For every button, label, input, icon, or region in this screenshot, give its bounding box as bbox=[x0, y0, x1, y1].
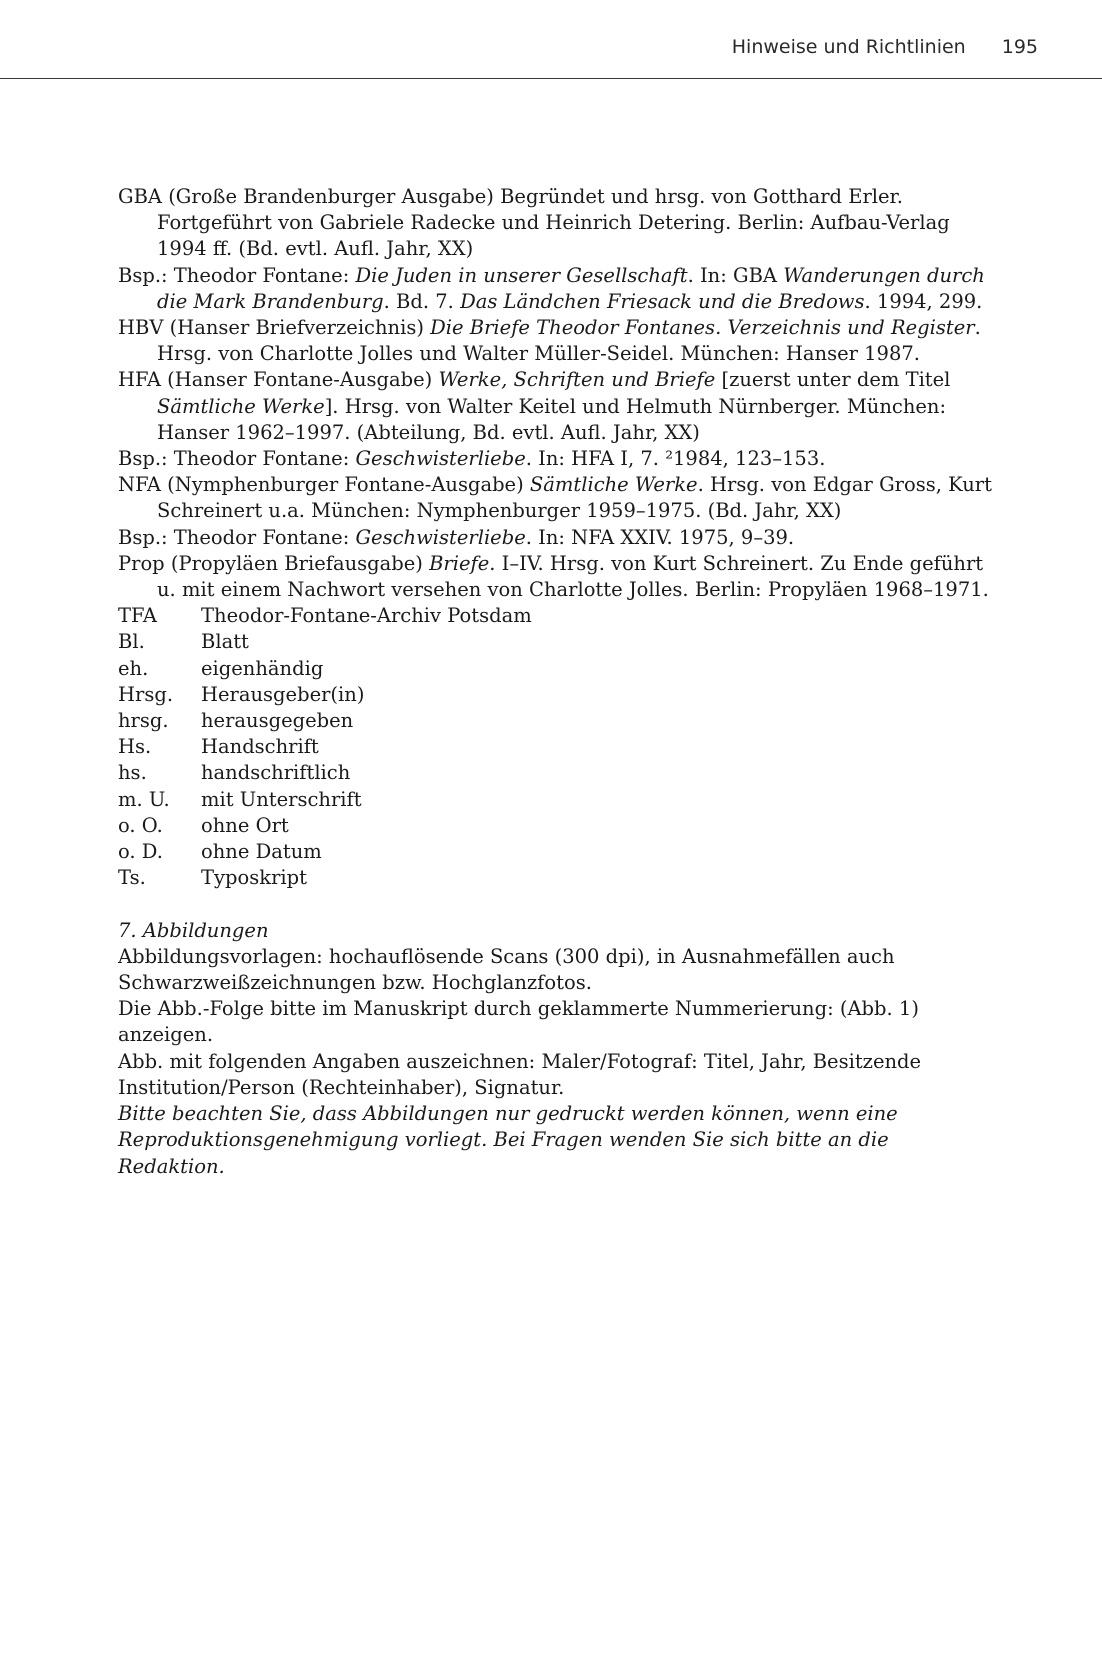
entry-text: HBV (Hanser Briefverzeichnis) bbox=[118, 316, 431, 340]
entry-title: Werke, Schriften und Briefe bbox=[438, 368, 716, 392]
abbreviation-meaning: herausgegeben bbox=[201, 709, 354, 733]
abbreviation: Ts. bbox=[118, 866, 146, 890]
example-title: Das Ländchen Friesack und die Bredows bbox=[460, 289, 865, 313]
example-text: Bsp.: Theodor Fontane: bbox=[118, 525, 356, 549]
example-title: Geschwisterliebe bbox=[355, 525, 526, 549]
abbreviation: hs. bbox=[118, 761, 147, 785]
abbreviation-list bbox=[118, 603, 998, 891]
abbreviation-row bbox=[118, 865, 998, 891]
entry-text: . I–IV. Hrsg. von Kurt Schreinert. Zu Ende geführt u. mit einem Nachwort versehen von Charlotte Jolles. Berlin: Propyläen 1968–1971. bbox=[157, 551, 989, 602]
bibliography-entry-hbv bbox=[118, 315, 998, 367]
section-paragraph: Die Abb.-Folge bitte im Manuskript durch geklammerte Nummerierung: (Abb. 1) anzeigen. bbox=[118, 997, 919, 1047]
example-text: . In: NFA XXIV. 1975, 9–39. bbox=[525, 525, 795, 549]
abbreviation: o. D. bbox=[118, 840, 163, 864]
entry-text: GBA (Große Brandenburger Ausgabe) Begründet und hrsg. von Gotthard Erler. Fortgeführt von Gabriele Radecke und Heinrich Detering. Berlin: Aufbau-Verlag 1994 ff. (Bd. evtl. Aufl. Jahr, XX) bbox=[118, 185, 950, 261]
abbreviation: eh. bbox=[118, 656, 149, 680]
abbreviation-meaning: Herausgeber(in) bbox=[201, 682, 365, 706]
entry-text: Prop (Propyläen Briefausgabe) bbox=[118, 551, 430, 575]
entry-text: [zuerst unter dem Titel bbox=[715, 368, 951, 392]
entry-title: Sämtliche Werke bbox=[157, 394, 325, 418]
example-text: . In: GBA bbox=[687, 263, 784, 287]
page-number: 195 bbox=[1001, 36, 1038, 58]
abbreviation: TFA bbox=[118, 604, 157, 628]
entry-text: . Hrsg. von Edgar Gross, Kurt Schreinert u.a. München: Nymphenburger 1959–1975. (Bd. Jahr, XX) bbox=[157, 473, 992, 523]
abbreviation-meaning: ohne Datum bbox=[201, 840, 322, 864]
abbreviation-meaning: ohne Ort bbox=[201, 813, 289, 837]
abbreviation-row bbox=[118, 708, 998, 734]
abbreviation-row bbox=[118, 760, 998, 786]
example-text: . In: HFA I, 7. ²1984, 123–153. bbox=[525, 447, 826, 471]
abbreviation-meaning: mit Unterschrift bbox=[201, 787, 362, 811]
example-text: Bsp.: Theodor Fontane: bbox=[118, 263, 356, 287]
abbreviation: Hs. bbox=[118, 735, 152, 759]
bibliography-entry-gba bbox=[118, 184, 998, 315]
entry-text: . Hrsg. von Charlotte Jolles und Walter Müller-Seidel. München: Hanser 1987. bbox=[157, 316, 981, 366]
running-head-title: Hinweise und Richtlinien bbox=[731, 36, 966, 58]
entry-title: Briefe bbox=[429, 551, 490, 575]
entry-text: NFA (Nymphenburger Fontane-Ausgabe) bbox=[118, 473, 530, 497]
abbreviation-meaning: handschriftlich bbox=[201, 761, 351, 785]
abbreviation-row bbox=[118, 682, 998, 708]
abbreviation: hrsg. bbox=[118, 709, 169, 733]
example-title: Die Juden in unserer Gesellschaft bbox=[355, 263, 688, 287]
abbreviation-meaning: Typoskript bbox=[201, 866, 307, 890]
abbreviation: Hrsg. bbox=[118, 682, 174, 706]
running-head bbox=[732, 36, 1038, 58]
example-text: . 1994, 299. bbox=[864, 289, 983, 313]
abbreviation: Bl. bbox=[118, 630, 145, 654]
abbreviation-meaning: Blatt bbox=[201, 630, 249, 654]
abbreviation-meaning: Theodor-Fontane-Archiv Potsdam bbox=[201, 604, 532, 628]
abbreviation: m. U. bbox=[118, 787, 170, 811]
example-text: . Bd. 7. bbox=[383, 289, 461, 313]
abbreviation-row bbox=[118, 603, 998, 629]
section-paragraph: Abb. mit folgenden Angaben auszeichnen: Maler/Fotograf: Titel, Jahr, Besitzende Institution/Person (Rechteinhaber), Signatur. bbox=[118, 1049, 922, 1099]
abbreviation-meaning: eigenhändig bbox=[201, 656, 324, 680]
abbreviation-row bbox=[118, 734, 998, 760]
bibliography-entry-hfa bbox=[118, 367, 998, 472]
bibliography-entry-prop bbox=[118, 551, 998, 603]
abbreviation-row bbox=[118, 787, 998, 813]
entry-example bbox=[118, 446, 998, 472]
section-notice: Bitte beachten Sie, dass Abbildungen nur gedruckt werden können, wenn eine Reproduktionsgenehmigung vorliegt. Bei Fragen wenden Sie sich bitte an die Redaktion. bbox=[118, 1102, 898, 1178]
example-text: Bsp.: Theodor Fontane: bbox=[118, 447, 356, 471]
bibliography-entry-nfa bbox=[118, 472, 998, 551]
entry-title: Sämtliche Werke bbox=[529, 473, 698, 497]
entry-example bbox=[118, 525, 998, 551]
abbreviation-row bbox=[118, 629, 998, 655]
entry-text: HFA (Hanser Fontane-Ausgabe) bbox=[118, 368, 439, 392]
abbreviation-row bbox=[118, 813, 998, 839]
entry-example bbox=[118, 263, 998, 315]
section-paragraph: Abbildungsvorlagen: hochauflösende Scans (300 dpi), in Ausnahmefällen auch Schwarzweißzeichnungen bzw. Hochglanzfotos. bbox=[118, 944, 895, 995]
abbreviation-meaning: Handschrift bbox=[201, 735, 319, 759]
section-heading: 7. Abbildungen bbox=[118, 918, 269, 942]
abbreviation-row bbox=[118, 656, 998, 682]
example-title: Geschwisterliebe bbox=[355, 447, 526, 471]
example-title: Wanderungen durch die Mark Brandenburg bbox=[157, 263, 985, 313]
page-body bbox=[118, 184, 998, 1180]
abbreviation: o. O. bbox=[118, 813, 163, 837]
entry-text: ]. Hrsg. von Walter Keitel und Helmuth Nürnberger. München: Hanser 1962–1997. (Abteilung, Bd. evtl. Aufl. Jahr, XX) bbox=[157, 394, 947, 444]
entry-title: Die Briefe Theodor Fontanes. Verzeichnis und Register bbox=[430, 316, 975, 340]
abbreviation-row bbox=[118, 839, 998, 865]
header-rule bbox=[0, 78, 1102, 79]
